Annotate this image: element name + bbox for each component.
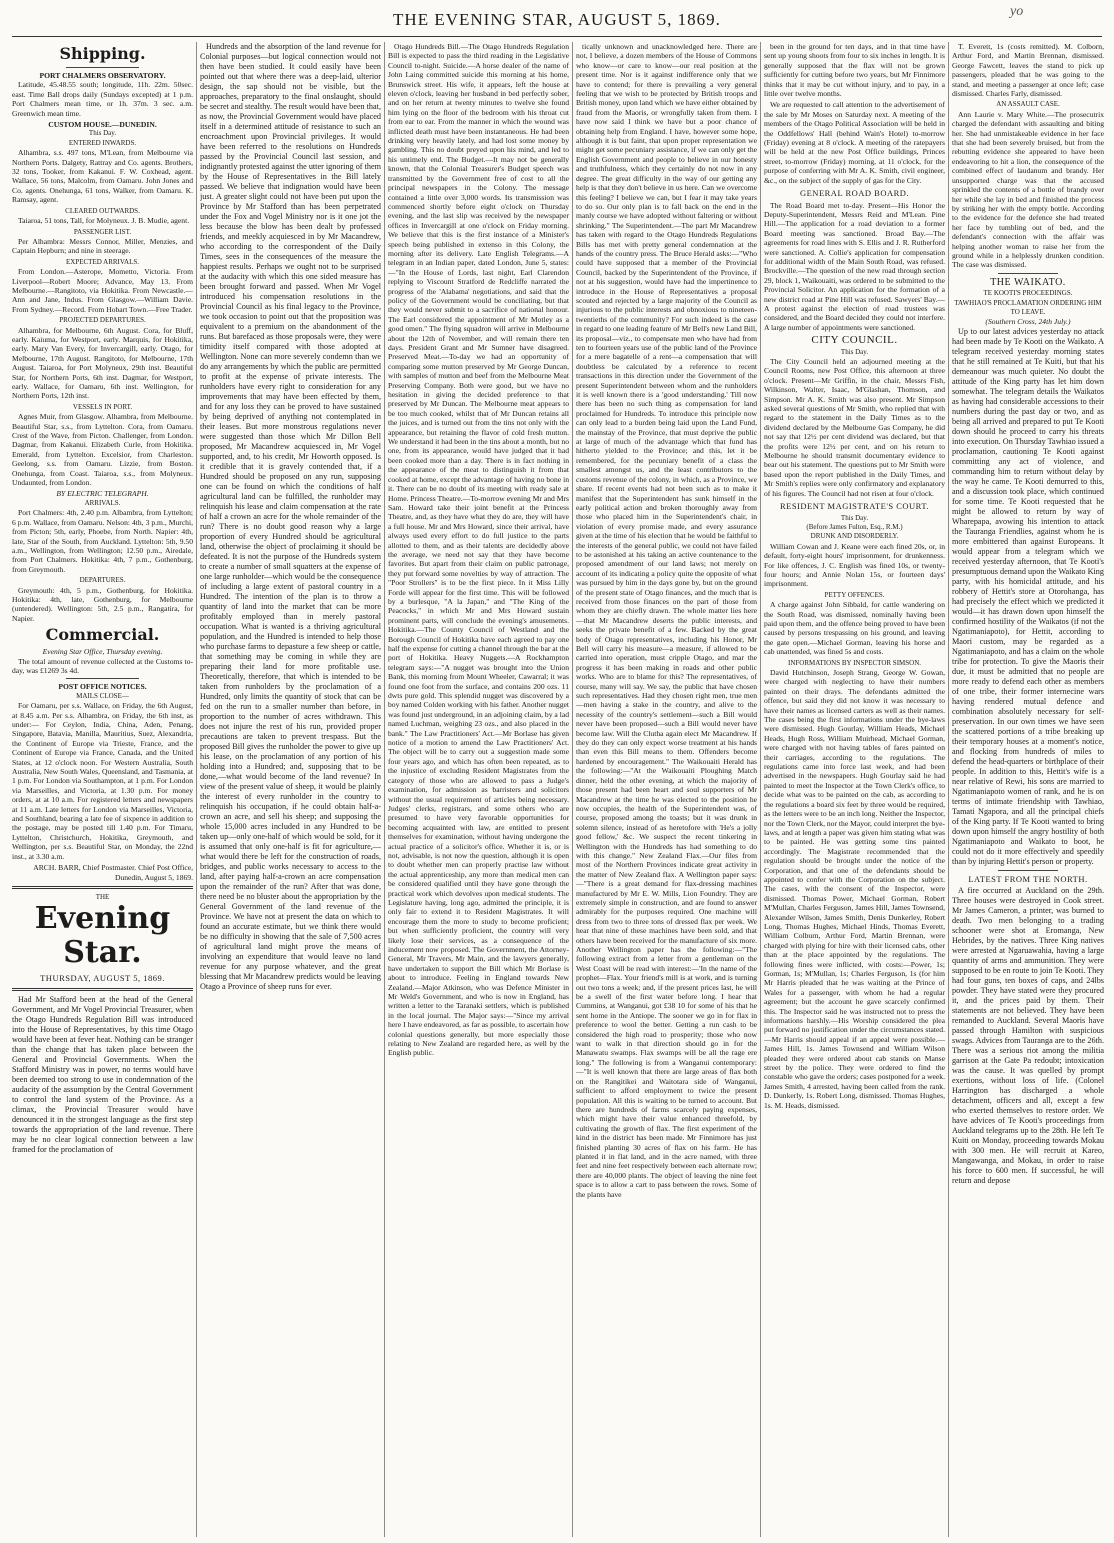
assault-text: Ann Laurie v. Mary White.—The prosecutrix charged the defendant with assaulting and biting her. She had unmistakeable evidence in her face that she had been severely bruised, but from the rebutting evidence she appeared to have been endeavoring to hit a lion, the consequence of the combined effect of laudanum and brandy. Her unsupported charge was that the accused sprinkled the contents of a bottle of brandy over her while she lay in bed and finished the process by striking her with the empty bottle. According to the evidence for the defence she had treated her face by tumbling out of bed, and the defendant's connection with the affair was helping another woman to raise her from the ground while in a helplessly drunken condition. The case was dismissed.: [952, 109, 1104, 270]
column-5: [764, 42, 945, 1537]
telegraph-heading: BY ELECTRIC TELEGRAPH.: [56, 489, 149, 499]
post-office-text: For Oamaru, per s.s. Wallace, on Friday, the 6th August, at 8.45 a.m. Per s.s. Alhambra, on Friday, the 6th inst, as under:— For Ceylon, India, China, Aden, Penang, Singapore, Batavia, Manilla, Mauritius, Suez, Alexandria, the Continent of Europe via Trieste, France, and the Continent of Europe via France, Canada, and the United States, at 12 o'clock noon. For Western Australia, South Australia, New South Wales, Queensland, and Tasmania, at 1 p.m. For London via Southampton, at 1 p.m. For London via Marseilles, and Victoria, at 1.30 p.m. For money orders, at at 10 a.m. For registered letters and newspapers at 11 a.m. Late letters for London via Marseilles, Victoria, and Southland, bearing a late fee of sixpence in addition to the postage, may be posted till 1.40 p.m. For Timaru, Lyttelton, Christchurch, Hokitika, Greymouth, and Wellington, per s.s. Beautiful Star, on Monday, the 22nd inst., at 3.30 a.m.: [12, 701, 193, 861]
north-text: A fire occurred at Auckland on the 29th. Three houses were destroyed in Cook street. Mr James Cameron, a printer, was burned to death. Two men belonging to a trading schooner were shot at Eromanga, New Hebrides, by the natives. Three King natives were arrested at Ngaruawahia, having a large quantity of arms and ammunition. They were supposed to be en route to join Te Kooti. They had four guns, ten boxes of caps, and 24lbs powder. They have stated were they procured it, and the prices paid by them. Their statements are not believed. They have been remanded to Auckland. Several Maoris have passed through Hamilton with suspicious swags. Advices from Tauranga are to the 26th. There was a serious riot among the militia garrison at the Gate Pa redoubt; intoxication was the cause. It was quelled by prompt exertions, without loss of life. (Colonel Harrington has discharged a whole detachment, officers and all, except a few who exerted themselves to restore order. We have advices of Te Kooti's proceedings from Auckland telegrams up to the 28th. He left Te Kuiti on Monday, proceeding towards Mokau with 300 men. He will recruit at Kareo, Mangawanga, and Mokau, in order to raise his force to 600 men. If successful, he will return and depose: [952, 886, 1104, 1186]
column-3: [388, 42, 569, 1537]
leader-continued: Hundreds and the absorption of the land revenue for Colonial purposes—but logical connection would not then have been studied. It could easily have been pointed out that where there was a deep-laid, ulterior design, the sap should not be visible, but the approaches, preparatory to the final onslaught, should be secret and stealthy. The result would have been that, as now, the Provincial Government would have placed itself in a determined attitude of resistance to such an encroachment upon Provincial privileges. It would have been referred to the resolutions on Hundreds passed by the Provincial Council last session, and indignantly protested against the utter ignoring of them by the House of Representatives in the Bill lately passed. We believe that indignation would have been just. A greater slight could not have been put upon the Province by Mr Stafford than has been perpetrated under the Fox and Vogel Ministry nor is it one jot the less because the blow has been dealt by professed friends, and meekly acquiesced in by Mr Macandrew, who according to the correspondent of the Daily Times, sees in the consequences of the measure the happiest results. Perhaps we ought not to be surprised at the audacity with which this one sided measure has been brought forward and passed. When Mr Vogel introduced his compensation resolutions in the Provincial Council as his final legacy to the Province, we took occasion to point out that the proposition was equivalent to a premium on the abandonment of the runs. But barefaced as those proposals were, they were timidity itself compared with those adopted at Wellington. None can more severely condemn than we do any arrangements by which the public are permitted to profit at the expense of private interests. The runholders have every right to consideration for any improvements that may have been effected by them, and for any loss they can be proved to have sustained by being deprived of anything not contemplated in their leases. But more monstrous regulations never were suggested than those which Mr Dillon Bell proposed, Mr Macandrew acquiesced in, Mr Vogel supported, and, to his credit, Mr Howorth opposed. Is it credible that it is gravely contended that, if a Hundred should be proposed on any run, supposing one can be found on which the conditions of half agricultural land can be fulfilled, the runholder may relinquish his lease and claim compensation at the rate of half a crown an acre for the whole remainder of the run? There is no doubt good reason why a large proportion of every Hundred should be agricultural land, otherwise the object of proclaiming it should be defeated. It is not the purpose of the Hundreds system to create a number of small squatters at the expense of one large runholder—which would be the consequence of including a large extent of pastoral country in a Hundred. The intention of the plan is to throw a quantity of land into the market that can be more profitably employed than in merely pastoral occupation. What is wanted is a thriving agricultural population, and the Hundred is intended to help those who purchase farms to depasture a few sheep or cattle, that something may be coming in while they are preparing their land for more profitable use. Theoretically, therefore, that which is intended to be taken from runholders by the proclamation of a Hundred, only limits the quantity of stock that can be fed on the run to a smaller number than before, in proportion to the number of acres withdrawn. This does not injure the rest of his run, provided proper precautions are taken to prevent trespass. But the proposed Bill gives the runholder the power to give up his lease, on the proclamation of any portion of his holding into a Hundred; and, supposing that to be done,—what would become of the land revenue? In view of the present value of sheep, it would be plainly the interest of every runholder in the country to relinquish his occupation, if he could obtain half-a-crown an acre, and sell his sheep; and supposing the whole 15,000 acres included in any Hundred to be taken up—only one-half of which would be sold, for it is assumed that only one-half is fit for agriculture,—what would there be left for the construction of roads, bridges, and public works necessary to access to the land, after paying half-a-crown an acre compensation upon the remainder of the run? After that was done, there need be no bluster about the appropriation by the General Government of the land revenue of the Province. We have not at present the data on which to found an accurate estimate, but we think there would be no difficulty in showing that the sale of 7,500 acres of agricultural land might prove the means of involving an expenditure that would leave no land revenue for any purpose whatever, and the great blessing that Mr Macandrew predicts would be leaving Otago a Province of sheep runs for ever.: [200, 42, 381, 991]
custom-house-heading: CUSTOM HOUSE.—DUNEDIN.: [48, 120, 157, 130]
inspector-text: David Hutchinson, Joseph Strang, George W. Gowan, were charged with neglecting to have their numbers painted on their drays. The defendants admitted the offence, but said they did not know it was necessary to have their names as licensed carters as well as their names. The cases being the first informations under the bye-laws were dismissed. Hugh Gourlay, William Heads, Michael Heads, Hugh Ross, William Muirhead, Michael Gorman, were charged with not having tables of fares painted on their carriages, according to the regulations. The regulations came into force last week, and had been advertised in the newspapers. Hugh Gourlay said he had painted to meet the Inspector at the Town Clerk's office, to decide what was to be painted on the cab, as according to the regulations a board six feet by three would be required, as the letters were to be an inch long. Neither the Inspector, nor the Town Clerk, nor the Mayor, could interpret the bye-laws, and at length a paper was given him stating what was to be painted. He was getting some tins painted accordingly. The Magistrate recommended that the regulation should be brought under the notice of the Corporation, and that one of the defendants should be appointed to confer with the Corporation on the subject. The cases, with the consent of the Inspector, were dismissed. Thomas Power, Michael Gorman, Robert M'Mullan, Charles Ferguson, James Hill, James Townsend, Alexander Wilson, James Smith, Denis Dunkerley, Robert Long, Thomas Hughes, Michael Hinds, Thomas Everett, William Colburn, Arthur Ford, Martin Brennan, were charged with plying for hire with their licensed cabs, other than at the place appointed by the regulations. The following fines were inflicted, with costs:—Power, 1s; Gorman, 1s; M'Mullan, 1s; Charles Ferguson, 1s (for him Mr Harris pleaded that he was waiting at the Prince of Wales for a passenger, with whom he had a regular agreement; but the account he gave scarcely confirmed this. The Inspector said he was instructed not to press the informations harshly.—His Worship considered the plea put forward no justification under the circumstances stated.—Mr Harris should appeal if an appeal were possible.—James Hill, 1s. James Townsend and William Wilson pleaded they were ordered about cab stands on Manse street by the police. They were ordered to find the constable who gave the orders; cases postponed for a week. James Smith, 4 arrested, having been called from the rank. D. Dunkerly, 1s. Robert Long, dismissed. Thomas Hughes, 1s. M. Heads, dismissed.: [764, 668, 945, 1110]
cleared-heading: CLEARED OUTWARDS.: [65, 206, 140, 215]
column-2: [200, 42, 381, 1537]
dateline: THURSDAY, AUGUST 5, 1869.: [40, 973, 165, 984]
the-label: THE: [95, 892, 110, 901]
column-rule: [948, 42, 949, 1537]
column-rule: [196, 42, 197, 1537]
vessels-heading: VESSELS IN PORT.: [72, 402, 133, 411]
divider: [66, 678, 138, 679]
flax-continued: been in the ground for ten days, and in that time have sent up young shoots from four to six inches in length. It is generally supposed that the flax will not be grown sufficiently for cutting before two years, but Mr Finnimore thinks that it may be cut without injury, and to pay, in a little over twelve months.: [764, 42, 945, 99]
road-board-heading: GENERAL ROAD BOARD.: [799, 188, 910, 199]
evening-star-nameplate: Evening Star.: [34, 901, 171, 971]
source-line: (Southern Cross, 24th July.): [985, 317, 1071, 327]
page-title: THE EVENING STAR, AUGUST 5, 1869.: [393, 10, 721, 29]
arrivals-heading: ARRIVALS.: [84, 498, 121, 507]
waikato-heading: THE WAIKATO.: [990, 276, 1066, 288]
tawhiao-heading: TAWHIAO'S PROCLAMATION ORDERING HIM TO LEAVE.: [954, 298, 1102, 316]
post-office-signature: ARCH. BARR, Chief Postmaster. Chief Post Office, Dunedin, August 5, 1869.: [33, 863, 193, 882]
departures-heading: DEPARTURES.: [79, 576, 126, 585]
court-before: (Before James Fulton, Esq., R.M.): [806, 522, 903, 531]
news-items: Otago Hundreds Bill.—The Otago Hundreds Regulation Bill is expected to pass the third reading in the Legislative Council to-night. Suicide.—A horse dealer of the name of John Laing committed suicide this morning at his home, Brunswick street. His wife, it appears, left the house at eleven o'clock, leaving her husband in bed perfectly sober, and on her return at twenty minutes to twelve she found him lying on the floor of the bedroom with his throat cut from ear to ear. From the manner in which the wound was inflicted death must have been instantaneous. He had been drinking very heavily lately, and had lost some money by gambling. This no doubt preyed upon his mind, and led to his untimely end. The Budget.—It may not be generally known, that the Colonial Treasurer's Budget speech was transmitted by the Government free of cost to all the principal newspapers in the Colony. The message contained a little over 3,000 words. Its transmission was commenced shortly before eight o'clock on Thursday evening, and the last slip was received by the newspaper offices in Invercargill at one o'clock on Friday morning. We believe that this is the first instance of a Minister's speech being published in extenso in this Colony, the morning after its delivery. Late English Telegrams.—A telegram in an Indian paper, dated London, June 5, states:—"In the House of Lords, last night, Earl Clarendon replying to Viscount Stratford de Redcliffe narrated the progress of the 'Alabama' negotiations, and said that the policy of the Government would be conciliating, but that they would never submit to a sacrifice of national honour. The Earl considered the appointment of Mr Motley as a good omen." The flying squadron will arrive in Melbourne about the 12th of November, and will remain there ten days. President Grant and Mr Sumner have disagreed. Preserved Meat.—To-day we had an opportunity of comparing some mutton preserved by Mr George Duncan, with samples of mutton and beef from the Melbourne Meat Preserving Company. Both were good, but we have no hesitation in giving the decided preference to that preserved by Mr Duncan. The Melbourne meat appears to be too much cooked, whilst that of Mr Duncan retains all the juices, and is turned out from the tins not only with the appearance, but retaining the flavor of cold fresh mutton. We understand it had been in the tins about a month, but no one, from its appearance, would have judged that it had been cooked more than a day. There is in fact nothing in the appearance of the meat to distinguish it from that cooked at home, except the advantage of having no bone in it. There can be no doubt of its meeting with ready sale at Home. Princess Theatre.—To-morrow evening Mr and Mrs Sam. Howard take their joint benefit at the Princess Theatre, and, as they have what they do are, they will have a full house. Mr and Mrs Howard, since their arrival, have always used every effort to do full justice to the parts allotted to them, and as their talents are decidedly above the average, we need not say that they have become favorites. But apart from their claim on public patronage, they put forward some novelties by way of attraction. The "Poor Strollers" is to be the first piece. In it Miss Lilly Forde will appear for the first time. This will be followed by a burlesque, "A la Japan," and "The King of the Peacocks," in which Mr and Mrs Howard sustain prominent parts, will conclude the evening's amusements. Hokitika.—The County Council of Westland and the Borough Council of Hokitika have each agreed to pay one half the expense for cutting a channel through the bar at the port of Hokitika. Heavy Nuggets.—A Rockhampton telegram says:—"A nugget was brought into the Union Bank, this morning from Mount Wheeler, Cawarral; it was found one foot from the surface, and contains 200 ozs. 11 dwts pure gold. This splendid nugget was discovered by a boy named Colden working with his father. Another nugget was found just underground, in an adjoining claim, by a lad named Luchman, weighing 23 ozs., and also placed in the bank." The Law Practitioners' Act.—Mr Borlase has given notice of a motion to amend the Law Practitioners' Act. The object will be to carry out a suggestion made some four years ago, and which has often been repeated, as to the injustice of excluding Resident Magistrates from the category of those who are allowed to pass a Judge's examination, for admission as barristers and solicitors without the usual requirement of articles being necessary. Judges' clerks, registrars, and some others who are presumed to have very favorable opportunities for becoming acquainted with law, are entitled to present themselves for examination, without having undergone the actual practice of a solicitor's office. Whether it is, or is not, advisable, is not now the question, although it is open to doubt whether men can properly practise law without the actual apprenticeship, any more than medical men can be considered qualified until they have gone through the practical work which devolves upon medical students. The Legislature having, long ago, admitted the principle, it is only fair to extend it to Resident Magistrates. It will encourage them the more to study to become proficient; but when sufficiently proficient, the country will very likely lose their services, as a consequence of the inducement now proposed. The Government, the Attorney-General, Mr Travers, Mr Main, and the lawyers generally, have undertaken to support the Bill which Mr Borlase is about to introduce. Feeling in England towards New Zealand.—Major Atkinson, who was Defence Minister in Mr Weld's Government, and who is now in England, has written a letter to the Taranaki settlers, which is published in the local journal. The Major says:—"Since my arrival here I have endeavored, as far as possible, to ascertain how colonial questions generally, but more especially those relating to New Zealand are regarded here, as well by the English public.: [388, 42, 569, 1058]
column-rule: [760, 42, 761, 1537]
column-6: [952, 42, 1104, 1537]
road-board-text: The Road Board met to-day. Present—His Honor the Deputy-Superintendent, Messrs Reid and M'Lean. Pine Hill.—The application for a road deviation to a former Board meeting was sanctioned. Broad Bay.—The agreements for road lines with S. Ellis and J. R. Rutherford were sanctioned. A. Collie's application for compensation for additional width of the Main South Road, was refused. Brockville.—The question of the new road through section 29, block 1, Waikouaiti, was ordered to be submitted to the Provincial Solicitor. An application for the formation of a new district road at Pine Hill was refused. Sawyers' Bay.—A protest against the election of road trustees was considered, and the Board decided they could not interfere. A large number of appointments were sanctioned.: [764, 200, 945, 332]
masthead-rule: [12, 36, 1102, 37]
drunk-heading: DRUNK AND DISORDERLY.: [810, 532, 899, 541]
court-day: This Day.: [840, 513, 869, 522]
handwritten-mark: yo: [1010, 4, 1024, 19]
post-office-heading: POST OFFICE NOTICES.: [58, 682, 147, 692]
projected-text: Alhambra, for Melbourne, 6th August. Cora, for Bluff, early. Kaiuma, for Westport, early. Marquis, for Hokitika, early. Mary Van Every, for Invercargill, early. Otago, for Melbourne, 17th August. Rangitoto, for Melbourne, 17th August. Taiaroa, for Port Molyneux, 29th inst. Beautiful Star, for Northern Ports, 6th inst. Dagmar, for Westport, early. Wallace, for Oamaru, 6th inst. Wellington, for Northern Ports, 12th inst.: [12, 325, 193, 401]
column-rule: [384, 42, 385, 1537]
expected-heading: EXPECTED ARRIVALS.: [66, 257, 139, 266]
shipping-heading: Shipping.: [59, 44, 146, 63]
commercial-text: The total amount of revenue collected at the Customs to-day, was £1269 3s 4d.: [12, 656, 193, 675]
projected-heading: PROJECTED DEPARTURES.: [59, 316, 146, 325]
observatory-text: Latitude, 45.48.55 south; longitude, 11h. 22m. 50sec. east. Time Ball drops daily (Sundays excepted) at 1 p.m. Port Chalmers mean time, or 1h. 37m. 3 sec. a.m. Greenwich mean time.: [12, 80, 193, 118]
inspector-heading: INFORMATIONS BY INSPECTOR SIMSON.: [787, 658, 922, 667]
expected-text: From London.—Asterope, Mometto, Victoria. From Liverpool—Robert Moore; Advance, May 13. From Melbourne.—Rangitoto, via Hokitika. From Newcastle.—Ann and Jane, Indus. From Glasgow.—William Davie. From Sydney.—Record. From Hobart Town.—Free Trader.: [12, 267, 193, 314]
city-council-text: The City Council held an adjourned meeting at the Council Rooms, new Post Office, this afternoon at three o'clock. Present—Mr Griffin, in the chair, Messrs Fish, Wilkinson, Walter, Isaac, M'Glashan, Thomson, and Simpson. Mr A. K. Smith was also present. Mr Simpson asked several questions of Mr Smith, who replied that with regard to the statement in the Daily Times as to the dividend declared by the Melbourne Gas Company, he did not say that 12½ per cent dividend was declared, but that the profits were 12½ per cent, and on his return to Melbourne he should transmit documentary evidence to bear out his statement. The questions put to Mr Smith were based upon the report published in the Daily Times, and Mr Smith's replies were only confirmatory and explanatory of his figures. The Council had not risen at four o'clock.: [764, 357, 945, 498]
court-continued: T. Everett, 1s (costs remitted). M. Colborn, Arthur Ford, and Martin Brennan, dismissed. George Fawcett, leaves the stand to pick up passengers, pleaded that he was going to the stand, and meeting a passenger at once left; case dismissed. Charles Farly, dismissed.: [952, 42, 1104, 99]
divider: [66, 67, 138, 68]
commercial-office: Evening Star Office, Thursday evening.: [42, 647, 163, 657]
passenger-heading: PASSENGER LIST.: [73, 227, 132, 236]
column-4: [576, 42, 757, 1537]
divider: [998, 273, 1059, 274]
passenger-text: Per Alhambra: Messrs Connor, Miller, Menzies, and Captain Hepburn; and nine in steerage.: [12, 236, 193, 256]
entered-text: Alhambra, s.s. 497 tons, M'Lean, from Melbourne via Northern Ports. Dalgety, Rattray and Co. agents. Brothers, 32 tons, Tooker, from Kakanui. F. W. Coxhead, agent. Wallace, 56 tons, Malcolm, from Oamaru. John Jones and Co. agents. Onehunga, 61 tons, Walker, from Oamaru. K. Ramsay, agent.: [12, 148, 193, 205]
divider: [998, 870, 1059, 871]
court-heading: RESIDENT MAGISTRATE'S COURT.: [779, 501, 930, 512]
column-1: [12, 42, 193, 1537]
entered-heading: ENTERED INWARDS.: [68, 138, 137, 147]
cleared-text: Taiaroa, 51 tons, Tall, for Molyneux. J. B. Mudie, agent.: [18, 216, 190, 226]
city-council-heading: CITY COUNCIL.: [811, 334, 898, 347]
te-kooti-heading: TE KOOTI'S PROCEEDINGS.: [983, 289, 1073, 298]
petty-text: A charge against John Sibbald, for cattle wandering on the South Road, was dismissed, nominally having been paid upon them, and the offence being proved to have been caused by persons trespassing on his ground, and leaving the gate open.—Michael Gorman, leaving his horse and cab unattended, was fined 5s and costs.: [764, 600, 945, 657]
divider: [12, 886, 193, 889]
column-rule: [572, 42, 573, 1537]
vessels-text: Agnes Muir, from Glasgow. Alhambra, from Melbourne. Beautiful Star, s.s., from Lyttelton. Cora, from Oamaru. Crest of the Wave, from Picton. Challenger, from London. Dagmar, from Kakanui. Elizabeth Curle, from Hokitika. Emerald, from Lyttelton. Excelsior, from Charleston. Geelong, s.s. from Oamaru. Lizzie, from Boston. Onehunga, from Coast. Taiaroa, s.s., from Molyneux. Undaunted, from London.: [12, 412, 193, 488]
waikato-text: Up to our latest advices yesterday no attack had been made by Te Kooti on the Waikato. A telegram received yesterday morning states that he still remained at Te Kuiti, but that his demeanour was much quieter. No doubt the attitude of the King party has let him down somewhat. The telegram details the Waikatos as having had considerable accessions to their numbers during the past day or two, and as being all arrived and prepared to put Te Kooti down should he proceed to carry his threats into execution. On Thursday Tawhiao issued a proclamation, cautioning Te Kooti against committing any act of violence, and commanding him to return without delay by the way he came. Te Kooti demurred to this, and a discussion took place, which continued for some time. Te Kooti requested that he might be allowed to return by way of Wharepapa, avowing his intention to attack the Tauranga Friendlies, against whom he is more embittered than against Europeans. It would appear from a telegram which we received yesterday afternoon, that Te Kooti's presumptuous demand upon the Waikato King party, with his homicidal attitude, and his robbery of Hettit's store at Otorohanga, has had precisely the effect which we predicted it would—it has drawn down upon himself the confirmed hostility of the Waikatos (if not the Ngatimaniapoto), for Hettit, according to Maori custom, may be regarded as a Ngatimaniapoto, and has a claim on the whole tribe for protection. To give the Maoris their due, it must be admitted that no people are more ready to defend each other as members of one tribe, their former internecine wars having rendered mutual defence and combination absolutely necessary for self-preservation. In our own times we have seen the scattered portions of a tribe breaking up their temporary houses at a moment's notice, and flocking from hundreds of miles to defend the head-quarters or birthplace of their people. In addition to this, Hettit's wife is a near relative of Rewi, his sons are married to Ngatimaniapoto women of rank, and he is on terms of intimate friendship with Tawhiao, Tamati Ngapora, and all the principal chiefs of the King party. If Te Kooti wanted to bring down upon himself the angry hostility of both Ngatimaniapoto and Waikato to boot, he could not do it more effectively and speedily than by injuring Hettit's person or property.: [952, 326, 1104, 866]
assault-heading: AN ASSAULT CASE.: [996, 100, 1060, 109]
news-items-continued: tically unknown and unacknowledged here. There are not, I believe, a dozen members of the House of Commons who know—or care to know—our real position at the present time. Nor is it against indifference only that we have to contend; for there is prevailing a very general feeling that we wish to be protected by British troops and British money, upon land which we have either obtained by fraud from the Maoris, or wrongfully taken from them. I have now said I think we have but a poor chance of obtaining help from England. I have, however some hope, although it is but faint, that upon proper representation we might get some pecuniary assistance, if we can only get the English Government and people to believe in our honesty and truthfulness, which they certainly do not now in any degree. The great difficulty in the way of our getting any help is that they don't believe in us here. Can we overcome this feeling? I believe we can, but I fear it may take years to do so. Our only plan is to fall back on the end in the manly course we have adopted without faltering or without shrinking." The Superintendent.—The part Mr Macandrew has taken with regard to the Otago Hundreds Regulations Bills has met with pretty general condemnation at the hands of the country press. The Bruce Herald asks:—"Who could have supposed that a member of the Provincial Council, backed by the Superintendent of the Province, if not at his suggestion, would have had the impertinence to introduce in the House of Representatives a proposal scouted and rejected by a large majority of the Council as injurious to the public interests and obnoxious to nineteen-twentieths of the community? For such indeed is the case in regard to one leading feature of Mr Bell's new Land Bill, its proposal—viz., to compensate men who have had from ten to fourteen years use of the public land of the Province for a mere bagatelle of a rent—a compensation that will doubtless be calculated by a reference to recent transactions in this direction under the Government of the present Superintendent between whom and the runholders it is well known there is a 'good understanding.' Till now there has been no such thing as compensation for land proclaimed for Hundreds. To introduce this principle now can only lead to a burden being laid upon the Land Fund, the mainstay of the Province, that must deprive the public at large of much of the advantage which that fund has hitherto yielded to the Province; and this, let it be remembered, for the pecuniary benefit of a class the smallest amongst us, and the least contributors to the customs revenue of the colony, in which, as a Province, we share. If recent events had not been such as to make it manifest that the Superintendent has sunk himself in the early political action and broken thoroughly away from those who placed him in the Superintendent's chair, in violation of every promise made, and every assurance given at the time of his election that he would be faithful to the interests of the general public, we could not have failed to be astonished at his taking an active countenance to the proposed amendment of our land laws; not merely on account of its indicating a policy quite the opposite of what was pursued by him in the days gone by, but on the ground of the present state of Otago finances, and the much that is received from those finances on the part of those from whom they are chiefly drawn. The whole matter lies here—that Mr Macandrew deserts the public interests, and seeks the private benefit of a few. Backed by the great body of Otago representatives, including his Honor, Mr Bell will carry his measure—a measure, if allowed to be carried into operation, must cripple Otago, and mar the progress it has been making in roads and other public works. Who are to blame for this? The representatives, of course, many will say. We say, the public that have chosen such representatives. Had they chosen right men, true men—men having a stake in the country, and alive to the necessity of the country's settlement—such a Bill would never have been proposed—such a Bill would never have become law. Will the Clutha again elect Mr Macandrew. If they do they can only expect worse treatment at his hands than even this Bill means to them. Offenders become hardened by encouragement." The Waikouaiti Herald has the following:—"At the Waikouaiti Ploughing Match dinner, held the other evening, at which the majority of those present had been heart and soul supporters of Mr Macandrew at the time he was elected to the position he now occupies, the health of the Superintendent was, of course, proposed among the toasts; but it was drunk in solemn silence, instead of as heretofore with 'He's a jolly good fellow,' &c. We suspect the recent tinkering in Wellington with the Hundreds has had something to do with this change." New Zealand Flax.—Our files from most of the Northern Provinces indicate great activity in the matter of New Zealand flax. A Wellington paper says:—"There is a great demand for flax-dressing machines manufactured by Mr E. W. Mills, Lion Foundry. They are extremely simple in construction, and are found to answer admirably for the purposes required. One machine will dress from two to three tons of dressed flax per week. We hear that nine of these machines have been sold, and that others have been received for the manufacture of six more. Another Wellington paper has the following:—"The following extract from a letter from a gentleman on the West Coast will be read with interest:—'In the name of the prophet—Flax. Your friend's mill is at work, and is turning out two tons a week; and, if the present prices last, he will be a swell of the first water before long. I hear that Cummins, at Wanganui, got £38 10 for some of his that he sent home in the Antiope. The sooner we go in for flax in preference to wool the better. Getting a run cash to be considered the high road to prosperity; those who now want to walk in that direction should go in for the Manawatu swamps. Flax swamps will be all the rage ere long." The following is from a Wanganui contemporary:—"It is well known that there are large areas of flax both on the Rangitikei and Waitotara side of Wanganui, sufficient to afford employment to twice the present population. All this is waiting to be turned to account. But there are hundreds of farms scarcely paying expenses, which might have their value enhanced threefold, by cultivating the growth of flax. The first experiment of the kind in the district has been made. Mr Finnimore has just finished planting 30 acres of flax on his farm. He has planted it in flat land, and in the acre named, with three feet and nine feet respectively between each alternate row; there are 40,000 plants. The object of leaving the nine feet space is to allow a cart to pass between the rows. Some of the plants have: [576, 42, 757, 1199]
north-heading: LATEST FROM THE NORTH.: [968, 873, 1088, 884]
masthead: [0, 0, 1114, 38]
this-day-label: This Day.: [88, 129, 117, 138]
mails-heading: MAILS CLOSE—: [76, 691, 129, 700]
petty-heading: PETTY OFFENCES.: [824, 590, 885, 599]
arrivals-text: Port Chalmers: 4th, 2.40 p.m. Albambra, from Lyttelton; 6 p.m. Wallace, from Oamaru. Nelson: 4th, 3 p.m., Murchi, from Picton; 5th, early, Phoebe, from North. Napier: 4th, late, Star of the South, from Auckland. Lyttelton: 5th, 9.50 a.m., Wellington, from Wellington; 12.50 p.m., Airedale, from Port Chalmers. Hokitika: 4th, 7 p.m., Gothenburg, from Greymouth.: [12, 508, 193, 574]
observatory-heading: PORT CHALMERS OBSERVATORY.: [39, 71, 166, 80]
drunk-text: William Cowan and J. Keane were each fined 20s, or, in default, forty-eight hours' imprisonment, for drunkenness. For like offences, J. C. English was fined 10s, or twenty-four hours; and Annie Nolan 15s, or fourteen days' imprisonment.: [764, 541, 945, 589]
notices-text: We are requested to call attention to the advertisement of the sale by Mr Moses on Saturday next. A meeting of the members of the Otago Political Association will be held in the Oddfellows' Hall (behind Wain's Hotel) to-morrow (Friday) evening at 8 o'clock. A meeting of the ratepayers will be held at the new Post Office buildings, Princes street, to-morrow (Friday) morning, at 11 o'clock, for the purpose of conferring with Mr A. K. Smith, civil engineer, &c., on the subject of the supply of gas for the City.: [764, 100, 945, 185]
divider: [12, 988, 193, 991]
leader-text: Had Mr Stafford been at the head of the General Government, and Mr Vogel Provincial Treasurer, when the Otago Hundreds Regulation Bill was introduced into the House of Representatives, by this time Otago would have been at fever heat. Nothing can be stranger than the change that has taken place between the General and Provincial Governments. When the Stafford Ministry was in power, no terms would have been deemed too strong to use in condemnation of the audacity of the assumption by the Central Government to control the land system of the Province. As a climax, the Provincial Treasurer would have denounced it in the strongest language as the first step towards the appropriation of the land revenue. There may be no clear logical connection between a law framed for the proclamation of: [12, 994, 193, 1154]
commercial-heading: Commercial.: [45, 625, 160, 645]
city-council-day: This Day.: [840, 347, 869, 356]
departures-text: Greymouth: 4th, 5 p.m., Gothenburg, for Hokitika. Hokitika: 4th, late, Gothenburg, for Melbourne (untendered). Wellington: 5th, 2.5 p.m., Rangatira, for Napier.: [12, 585, 193, 623]
